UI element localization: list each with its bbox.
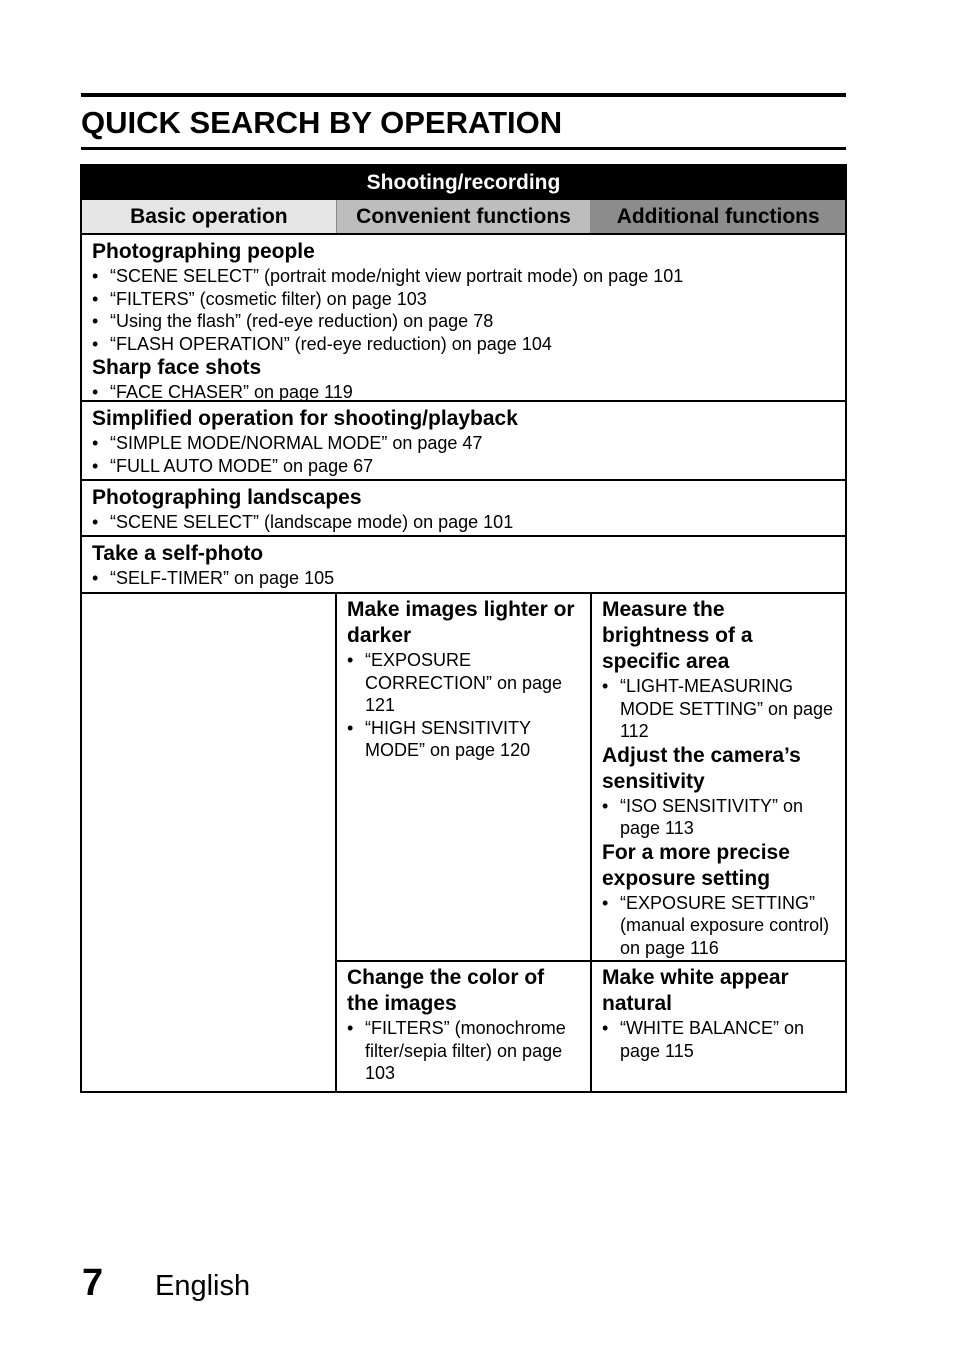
cell-heading: Adjust the camera’s sensitivity (602, 743, 801, 793)
bullet-list (347, 649, 580, 762)
bullet-list (602, 795, 835, 840)
list-item: • “HIGH SENSITIVITY MODE” on page 120 (347, 717, 580, 762)
list-item: • “SIMPLE MODE/NORMAL MODE” on page 47 (92, 432, 835, 455)
list-item: • “SCENE SELECT” (landscape mode) on page 101 (92, 511, 835, 534)
table-row (82, 537, 845, 594)
cell-heading: For a more precise exposure setting (602, 840, 790, 890)
row-heading: Photographing people (92, 240, 315, 263)
list-item: • “FILTERS” (monochrome filter/sepia filter) on page 103 (347, 1017, 580, 1085)
bullet-list (602, 892, 835, 960)
language-label: English (155, 1270, 251, 1302)
row-heading: Take a self-photo (92, 542, 264, 565)
list-item: • “FACE CHASER” on page 119 (92, 381, 835, 404)
additional-cell (592, 962, 845, 1068)
list-item: • “ISO SENSITIVITY” on page 113 (602, 795, 835, 840)
list-item: • “FULL AUTO MODE” on page 67 (92, 455, 835, 478)
bullet-list (92, 381, 835, 404)
bullet-list (92, 265, 835, 355)
bullet-list (602, 1017, 835, 1062)
section-header: Shooting/recording (82, 166, 845, 200)
column-headers (82, 200, 845, 235)
quick-search-table (80, 164, 847, 1093)
column-header-additional: Additional functions (591, 200, 845, 233)
additional-column (592, 594, 845, 1091)
cell-heading: Make white appear natural (602, 966, 789, 1015)
list-item: • “LIGHT-MEASURING MODE SETTING” on page 112 (602, 675, 835, 743)
convenient-column (337, 594, 592, 1091)
table-row (82, 481, 845, 537)
column-header-convenient: Convenient functions (337, 200, 592, 233)
bullet-list (92, 432, 835, 477)
cell-heading: Make images lighter or darker (347, 598, 575, 647)
list-item: • “EXPOSURE SETTING” (manual exposure control) on page 116 (602, 892, 835, 960)
bullet-list (602, 675, 835, 743)
additional-cell (592, 594, 845, 962)
basic-empty-cell (82, 594, 337, 1091)
table-row (82, 402, 845, 481)
title-block (81, 93, 846, 150)
list-item: • “SCENE SELECT” (portrait mode/night view portrait mode) on page 101 (92, 265, 835, 288)
list-item: • “FILTERS” (cosmetic filter) on page 103 (92, 288, 835, 311)
list-item: • “SELF-TIMER” on page 105 (92, 567, 835, 590)
page-number: 7 (82, 1262, 104, 1304)
list-item: • “FLASH OPERATION” (red-eye reduction) on page 104 (92, 333, 835, 356)
row-heading: Simplified operation for shooting/playback (92, 407, 518, 430)
cell-heading: Change the color of the images (347, 966, 545, 1015)
list-item: • “Using the flash” (red-eye reduction) on page 78 (92, 310, 835, 333)
bullet-list (92, 511, 835, 534)
column-header-basic: Basic operation (82, 200, 337, 233)
list-item: • “EXPOSURE CORRECTION” on page 121 (347, 649, 580, 717)
convenient-cell (337, 594, 590, 962)
row-heading: Photographing landscapes (92, 486, 362, 509)
cell-heading: Measure the brightness of a specific area (602, 598, 753, 673)
row-heading: Sharp face shots (92, 356, 262, 379)
page-title: QUICK SEARCH BY OPERATION (81, 105, 563, 140)
bullet-list (92, 567, 835, 590)
split-section (82, 594, 845, 1091)
list-item: • “WHITE BALANCE” on page 115 (602, 1017, 835, 1062)
bullet-list (347, 1017, 580, 1085)
convenient-cell (337, 962, 590, 1091)
table-row (82, 235, 845, 402)
